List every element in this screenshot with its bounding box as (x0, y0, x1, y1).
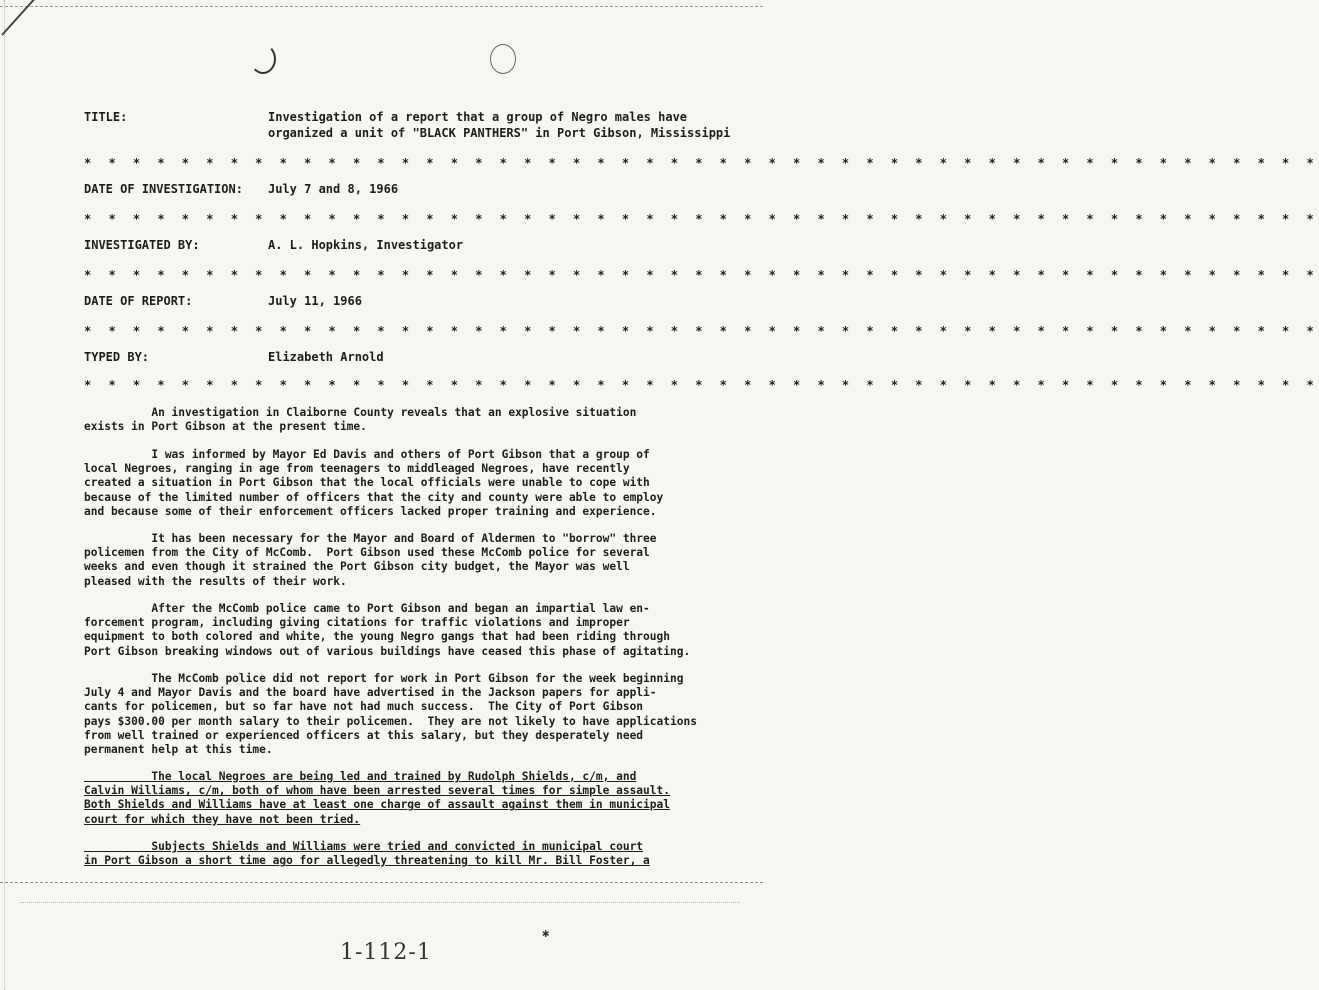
stray-mark: ✱ (542, 926, 550, 940)
page-number: 1-112-1 (340, 940, 432, 965)
footer-rule-dotted (20, 902, 740, 903)
paragraph-3: It has been necessary for the Mayor and Board of Aldermen to "borrow" three policemen from the City of McComb. Port Gibson used these McComb police for several weeks and even though it strained the Port Gibson city budget, the Mayor was well pleased with the results of their work. (84, 532, 657, 588)
typed-by-value: Elizabeth Arnold (268, 350, 384, 364)
separator-4: * * * * * * * * * * * * * * * * * * * * * * * * * * * * * * * * * * * * * * * * * * * * * * * * * * * (84, 324, 1319, 338)
punch-hole-right (490, 44, 516, 74)
date-report-value: July 11, 1966 (268, 294, 362, 308)
title-label: TITLE: (84, 110, 128, 124)
page-top-edge (0, 6, 763, 7)
date-investigation-value: July 7 and 8, 1966 (268, 182, 399, 196)
punch-hole-left (250, 44, 276, 74)
separator-2: * * * * * * * * * * * * * * * * * * * * * * * * * * * * * * * * * * * * * * * * * * * * * * * * * * * (84, 212, 1319, 226)
paragraph-7: Subjects Shields and Williams were tried and convicted in municipal court in Port Gibson a short time ago for allegedly threatening to kill Mr. Bill Foster, a (84, 840, 650, 868)
date-investigation-label: DATE OF INVESTIGATION: (84, 182, 243, 196)
paragraph-4: After the McComb police came to Port Gibson and began an impartial law en- forcement program, including giving citations for traffic violations and improper equipment to both colored and white, the young Negro gangs that had been riding through Port Gibson breaking windows out of various buildings have ceased this phase of agitating. (84, 602, 691, 658)
date-report-label: DATE OF REPORT: (84, 294, 193, 308)
separator-5: * * * * * * * * * * * * * * * * * * * * * * * * * * * * * * * * * * * * * * * * * * * * * * * * * * * (84, 378, 1319, 392)
footer-rule (0, 882, 763, 883)
paragraph-6: The local Negroes are being led and trained by Rudolph Shields, c/m, and Calvin Williams, c/m, both of whom have been arrested several times for simple assault. Both Shields and Williams have at least one charge of assault against them in municipal court for which they have not been tried. (84, 770, 670, 826)
investigated-by-value: A. L. Hopkins, Investigator (268, 238, 464, 252)
paragraph-2: I was informed by Mayor Ed Davis and others of Port Gibson that a group of local Negroes, ranging in age from teenagers to middleaged Negroes, have recently created a situation in Port Gibson that the local officials were unable to cope with because of the limited number of officers that the city and county were able to employ and because some of their enforcement officers lacked proper training and experience. (84, 448, 664, 518)
paragraph-1: An investigation in Claiborne County reveals that an explosive situation exists in Port Gibson at the present time. (84, 406, 637, 434)
separator-1: * * * * * * * * * * * * * * * * * * * * * * * * * * * * * * * * * * * * * * * * * * * * * * * * * * * (84, 156, 1319, 170)
investigated-by-label: INVESTIGATED BY: (84, 238, 200, 252)
title-line-1: Investigation of a report that a group of Negro males have (268, 110, 688, 124)
typed-by-label: TYPED BY: (84, 350, 150, 364)
title-line-2: organized a unit of "BLACK PANTHERS" in Port Gibson, Mississippi (268, 126, 731, 140)
paragraph-5: The McComb police did not report for work in Port Gibson for the week beginning July 4 and Mayor Davis and the board have advertised in the Jackson papers for appli- cants for policemen, but so far have not had much success. The City of Port Gibson pays $300.00 per month salary to their policemen. They are not likely to have applications from well trained or experienced officers at this salary, but they desperately need permanent help at this time. (84, 672, 697, 757)
page-left-edge (4, 0, 5, 990)
separator-3: * * * * * * * * * * * * * * * * * * * * * * * * * * * * * * * * * * * * * * * * * * * * * * * * * * * (84, 268, 1319, 282)
